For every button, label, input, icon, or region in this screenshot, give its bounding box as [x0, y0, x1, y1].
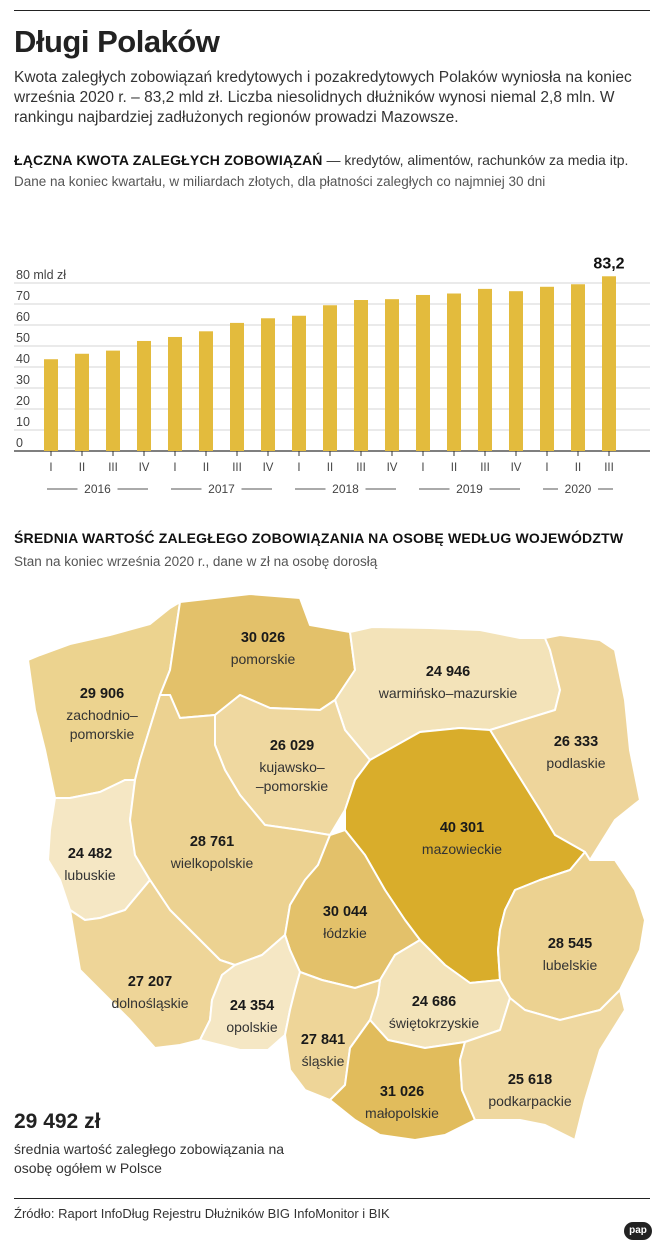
region-name-lubelskie: lubelskie [542, 957, 598, 973]
region-name-zachodniopomorskie: zachodnio– [66, 707, 138, 723]
bottom-rule [14, 1198, 650, 1199]
quarter-label: IV [510, 462, 522, 474]
region-name-mazowieckie: mazowieckie [421, 841, 503, 857]
quarter-label: II [574, 462, 582, 474]
quarter-label: II [202, 462, 210, 474]
region-value-zachodniopomorskie: 29 906 [79, 686, 125, 702]
bar [168, 337, 182, 451]
year-label: 2020 [564, 482, 592, 496]
quarter-label: II [78, 462, 86, 474]
poland-average-description: średnia wartość zaległego zobowiązania na osobę ogółem w Polsce [14, 1141, 285, 1176]
source-note: Źródło: Raport InfoDług Rejestru Dłużników BIG InfoMonitor i BIK [14, 1206, 390, 1221]
bar [509, 291, 523, 451]
quarter-label: I [49, 462, 53, 474]
year-label: 2017 [208, 482, 235, 496]
quarter-label: I [545, 462, 549, 474]
region-value-warminsko-mazurskie: 24 946 [425, 664, 471, 680]
quarter-label: IV [262, 462, 274, 474]
y-tick-label: 10 [16, 415, 30, 429]
quarter-label: IV [138, 462, 150, 474]
quarter-label: III [232, 462, 242, 474]
bar [540, 287, 554, 451]
region-value-kujawsko-pomorskie: 26 029 [269, 738, 315, 754]
region-value-wielkopolskie: 28 761 [189, 834, 235, 850]
y-tick-label: 40 [16, 352, 30, 366]
bar [75, 354, 89, 451]
bar [230, 323, 244, 451]
bar [137, 341, 151, 451]
region-name-kujawsko-pomorskie: kujawsko– [259, 759, 325, 775]
bar [261, 318, 275, 451]
region-name-malopolskie: małopolskie [365, 1105, 439, 1121]
quarter-label: III [480, 462, 490, 474]
year-label: 2019 [456, 482, 483, 496]
chart-title [14, 152, 628, 168]
map-subtitle: Stan na koniec września 2020 r., dane w zł na osobę dorosłą [14, 554, 378, 569]
bar [602, 276, 616, 451]
region-value-opolskie: 24 354 [229, 998, 275, 1014]
y-tick-label: 0 [16, 436, 23, 450]
region-name-zachodniopomorskie: pomorskie [69, 726, 135, 742]
region-name-podlaskie: podlaskie [546, 755, 606, 771]
poland-map [0, 580, 664, 1200]
region-value-mazowieckie: 40 301 [439, 820, 485, 836]
bar [106, 351, 120, 451]
region-value-malopolskie: 31 026 [379, 1084, 425, 1100]
region-name-lubuskie: lubuskie [64, 867, 116, 883]
bar [354, 300, 368, 451]
quarter-label: I [173, 462, 177, 474]
region-value-pomorskie: 30 026 [240, 630, 286, 646]
chart-subtitle: Dane na koniec kwartału, w miliardach złotych, dla płatności zaległych co najmniej 30 dni [14, 174, 546, 189]
year-label: 2018 [332, 482, 359, 496]
region-name-dolnoslaskie: dolnośląskie [111, 995, 189, 1011]
region-value-slaskie: 27 841 [300, 1032, 346, 1048]
region-value-podkarpackie: 25 618 [507, 1072, 553, 1088]
region-name-warminsko-mazurskie: warmińsko–mazurskie [378, 685, 518, 701]
map-title-bold: ŚREDNIA WARTOŚĆ ZALEGŁEGO ZOBOWIĄZANIA NA OSOBĘ WEDŁUG WOJEWÓDZTW [14, 530, 624, 546]
quarter-label: II [326, 462, 334, 474]
chart-title-rest: — kredytów, alimentów, rachunków za media itp. [322, 152, 629, 168]
quarter-label: III [356, 462, 366, 474]
quarter-label: IV [386, 462, 398, 474]
pap-logo: pap [624, 1222, 652, 1240]
region-name-podkarpackie: podkarpackie [488, 1093, 572, 1109]
bar [199, 331, 213, 451]
y-tick-label: 30 [16, 373, 30, 387]
region-name-kujawsko-pomorskie: –pomorskie [255, 778, 329, 794]
bar [323, 305, 337, 451]
bar [571, 284, 585, 451]
chart-title-bold: ŁĄCZNA KWOTA ZALEGŁYCH ZOBOWIĄZAŃ [14, 152, 323, 168]
region-name-opolskie: opolskie [226, 1019, 278, 1035]
quarter-label: II [450, 462, 458, 474]
quarter-label: I [297, 462, 301, 474]
bar [385, 299, 399, 451]
bar [478, 289, 492, 451]
y-tick-label: 50 [16, 331, 30, 345]
bar-chart [0, 195, 664, 505]
region-value-podlaskie: 26 333 [553, 734, 599, 750]
bar [416, 295, 430, 451]
map-title [14, 530, 623, 546]
top-rule [14, 10, 650, 11]
poland-average-value: 29 492 zł [14, 1110, 101, 1133]
bar [44, 359, 58, 451]
region-name-swietokrzyskie: świętokrzyskie [388, 1015, 480, 1031]
quarter-label: III [604, 462, 614, 474]
quarter-label: III [108, 462, 118, 474]
region-value-swietokrzyskie: 24 686 [411, 994, 457, 1010]
region-value-dolnoslaskie: 27 207 [127, 974, 173, 990]
y-tick-label: 20 [16, 394, 30, 408]
region-value-lodzkie: 30 044 [322, 904, 368, 920]
lead-text: Kwota zaległych zobowiązań kredytowych i pozakredytowych Polaków wyniosła na koniec września 2020 r. – 83,2 mld zł. Liczba niesolidnych dłużników wynosi niemal 2,8 mln. W rankingu najbardziej zadłużonych regionów prowadzi Mazowsze. [14, 69, 632, 126]
region-value-lubuskie: 24 482 [67, 846, 113, 862]
region-value-lubelskie: 28 545 [547, 936, 593, 952]
bar [292, 316, 306, 451]
year-label: 2016 [84, 482, 111, 496]
page-title: Długi Polaków [14, 24, 220, 59]
y-tick-label: 60 [16, 310, 30, 324]
region-name-lodzkie: łódzkie [323, 925, 367, 941]
region-name-pomorskie: pomorskie [230, 651, 296, 667]
region-name-wielkopolskie: wielkopolskie [170, 855, 254, 871]
y-tick-label: 80 mld zł [16, 268, 67, 282]
quarter-label: I [421, 462, 425, 474]
region-name-slaskie: śląskie [301, 1053, 345, 1069]
highlight-value-label: 83,2 [593, 255, 625, 273]
bar [447, 294, 461, 452]
y-tick-label: 70 [16, 289, 30, 303]
